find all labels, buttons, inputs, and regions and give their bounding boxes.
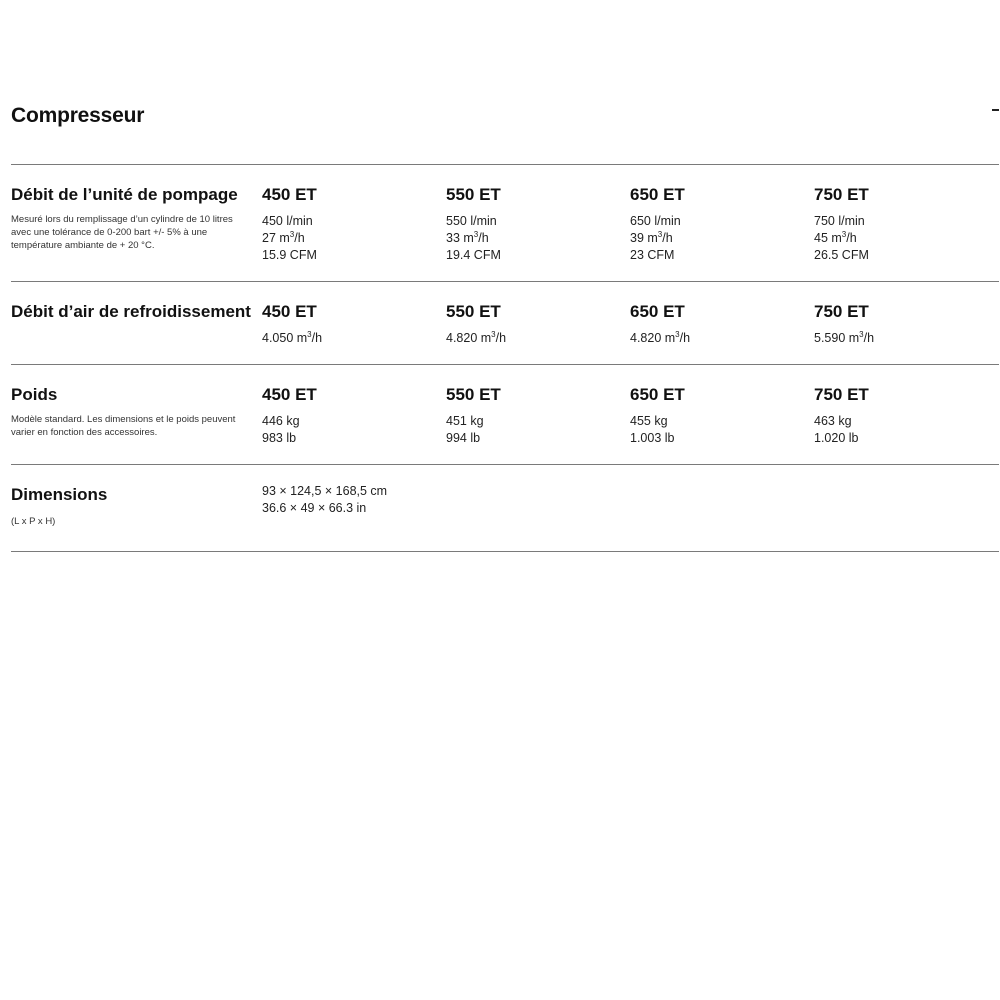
spec-value: 4.050 $m^3/h$	[262, 330, 323, 345]
model-title: 750 ET	[814, 385, 869, 404]
spec-value: 450 l/min	[262, 214, 313, 228]
row-label	[11, 185, 251, 252]
spec-value: 451 kg	[446, 414, 484, 428]
spec-value: 1.020 lb	[814, 431, 859, 445]
spec-value: 19.4 CFM	[446, 248, 501, 262]
row-label	[11, 385, 251, 439]
model-column-650	[630, 302, 810, 347]
model-title: 650 ET	[630, 302, 685, 321]
model-title: 650 ET	[630, 385, 685, 404]
spec-row-dimensions	[11, 464, 999, 552]
row-label	[11, 485, 251, 528]
row-description: (L x P x H)	[11, 516, 56, 527]
row-title: Débit de l’unité de pompage	[11, 185, 238, 204]
model-column-750	[814, 185, 994, 264]
spec-value: 994 lb	[446, 431, 481, 445]
spec-value: 750 l/min	[814, 214, 865, 228]
spec-value: 463 kg	[814, 414, 852, 428]
spec-value: 446 kg	[262, 414, 300, 428]
spec-value: 93 × 124,5 × 168,5 cm	[262, 484, 388, 498]
spec-value: 45 $m^3/h$	[814, 230, 857, 245]
model-column-750	[814, 385, 994, 447]
row-label	[11, 302, 251, 322]
spec-value: 1.003 lb	[630, 431, 675, 445]
model-column-750	[814, 302, 994, 347]
spec-value: 36.6 × 49 × 66.3 in	[262, 501, 367, 515]
model-column-550	[446, 185, 626, 264]
model-title: 750 ET	[814, 302, 869, 321]
model-title: 450 ET	[262, 385, 317, 404]
model-title: 450 ET	[262, 185, 317, 204]
spec-value: 983 lb	[262, 431, 297, 445]
model-column-450	[262, 302, 442, 347]
model-column-650	[630, 185, 810, 264]
spec-value: 27 $m^3/h$	[262, 230, 305, 245]
spec-value: 4.820 $m^3/h$	[446, 330, 507, 345]
model-column-650	[630, 385, 810, 447]
spec-value: 550 l/min	[446, 214, 497, 228]
spec-table	[11, 164, 999, 552]
model-title: 550 ET	[446, 385, 501, 404]
model-title: 450 ET	[262, 302, 317, 321]
spec-value: 4.820 $m^3/h$	[630, 330, 691, 345]
row-title: Poids	[11, 385, 58, 404]
model-column-450	[262, 385, 442, 447]
minus-icon	[992, 109, 999, 111]
collapse-button[interactable]	[986, 100, 1000, 114]
model-column-450	[262, 185, 442, 264]
section-header	[11, 100, 1000, 140]
spec-row-pumping-flow	[11, 164, 999, 281]
spec-value: 15.9 CFM	[262, 248, 317, 262]
dimensions-values	[262, 483, 387, 517]
section-title: Compresseur	[11, 104, 145, 127]
model-title: 550 ET	[446, 185, 501, 204]
model-column-550	[446, 385, 626, 447]
spec-row-cooling-airflow	[11, 281, 999, 364]
row-description: Modèle standard. Les dimensions et le poids peuvent varier en fonction des accessoires.	[11, 414, 236, 438]
spec-value: 650 l/min	[630, 214, 681, 228]
row-title: Dimensions	[11, 485, 108, 504]
spec-value: 455 kg	[630, 414, 668, 428]
row-title: Débit d’air de refroidissement	[11, 302, 251, 321]
spec-value: 33 $m^3/h$	[446, 230, 489, 245]
model-title: 750 ET	[814, 185, 869, 204]
spec-value: 23 CFM	[630, 248, 675, 262]
model-title: 550 ET	[446, 302, 501, 321]
spec-row-weight	[11, 364, 999, 464]
spec-value: 26.5 CFM	[814, 248, 869, 262]
model-title: 650 ET	[630, 185, 685, 204]
spec-value: 5.590 $m^3/h$	[814, 330, 875, 345]
model-column-550	[446, 302, 626, 347]
row-description: Mesuré lors du remplissage d’un cylindre de 10 litres avec une tolérance de 0-200 bart +/- 5% à une température ambiante de + 20 °C.	[11, 214, 233, 251]
spec-value: 39 $m^3/h$	[630, 230, 673, 245]
